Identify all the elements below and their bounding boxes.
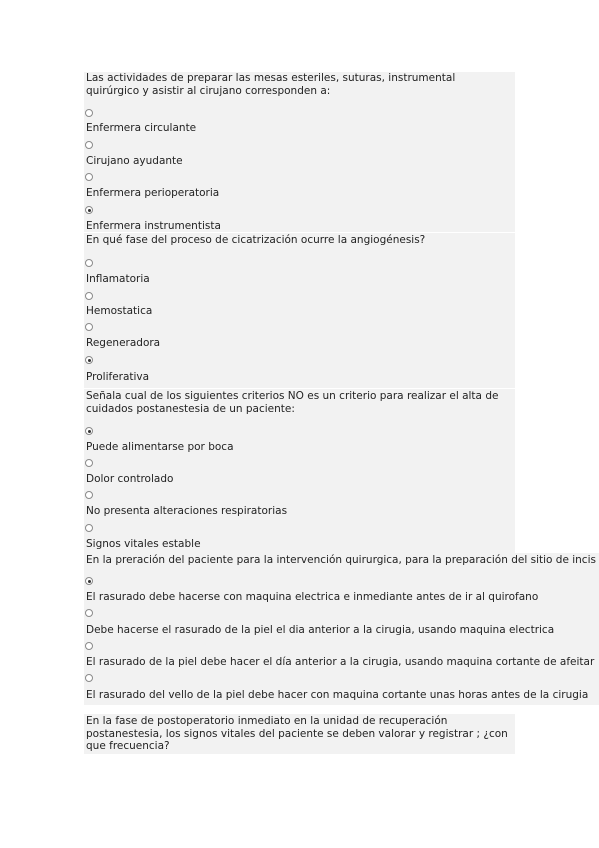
option-label: Debe hacerse el rasurado de la piel el dia anterior a la cirugia, usando maquina electrica <box>86 624 555 636</box>
option-label: Cirujano ayudante <box>86 155 183 167</box>
option-radio[interactable] <box>85 173 93 181</box>
option-label: No presenta alteraciones respiratorias <box>86 505 288 517</box>
option-radio[interactable] <box>85 356 93 364</box>
option-label: Enfermera instrumentista <box>86 220 221 232</box>
question-text: En qué fase del proceso de cicatrización ocurre la angiogénesis? <box>86 234 426 246</box>
option-label: Enfermera circulante <box>86 122 197 134</box>
option-radio[interactable] <box>85 427 93 435</box>
option-radio[interactable] <box>85 206 93 214</box>
option-radio[interactable] <box>85 577 93 585</box>
option-label: El rasurado de la piel debe hacer el día anterior a la cirugia, usando maquina cortante de afeitar <box>86 656 595 668</box>
option-radio[interactable] <box>85 524 93 532</box>
option-label: Proliferativa <box>86 371 150 383</box>
option-label: Puede alimentarse por boca <box>86 441 234 453</box>
option-label: Inflamatoria <box>86 273 150 285</box>
question-text: En la preración del paciente para la intervención quirurgica, para la preparación del sitio de incis <box>86 554 596 566</box>
option-label: Enfermera perioperatoria <box>86 187 220 199</box>
option-label: Signos vitales estable <box>86 538 201 550</box>
option-radio[interactable] <box>85 323 93 331</box>
option-label: Regeneradora <box>86 337 161 349</box>
option-label: Dolor controlado <box>86 473 174 485</box>
question-text: Señala cual de los siguientes criterios NO es un criterio para realizar el alta de cuidados postanestesia de un paciente: <box>86 390 499 415</box>
option-radio[interactable] <box>85 109 93 117</box>
option-label: El rasurado debe hacerse con maquina electrica e inmediante antes de ir al quirofano <box>86 591 539 603</box>
option-radio[interactable] <box>85 491 93 499</box>
option-radio[interactable] <box>85 674 93 682</box>
question-text: Las actividades de preparar las mesas esteriles, suturas, instrumental quirúrgico y asistir al cirujano corresponden a: <box>86 72 456 97</box>
option-radio[interactable] <box>85 642 93 650</box>
option-radio[interactable] <box>85 141 93 149</box>
option-radio[interactable] <box>85 259 93 267</box>
option-radio[interactable] <box>85 459 93 467</box>
question-text: En la fase de postoperatorio inmediato en la unidad de recuperación postanestesia, los signos vitales del paciente se deben valorar y registrar ; ¿con que frecuencia? <box>86 715 508 752</box>
option-label: El rasurado del vello de la piel debe hacer con maquina cortante unas horas antes de la cirugia <box>86 689 589 701</box>
option-radio[interactable] <box>85 292 93 300</box>
option-radio[interactable] <box>85 609 93 617</box>
option-label: Hemostatica <box>86 305 153 317</box>
